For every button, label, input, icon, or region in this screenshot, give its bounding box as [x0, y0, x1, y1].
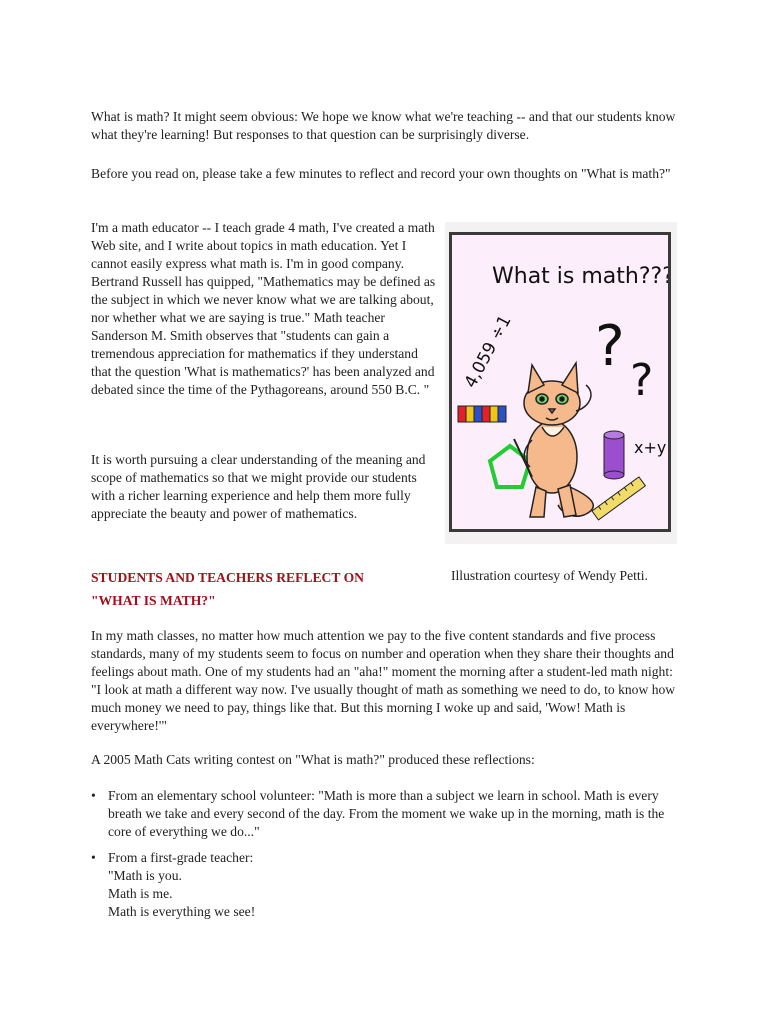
- bullet-marker: •: [91, 850, 96, 865]
- illustration-drawing: [452, 235, 668, 529]
- cylinder-icon: [604, 431, 624, 479]
- intro-paragraph: What is math? It might seem obvious: We hope we know what we're teaching -- and that our students know what they're learning! But responses to that question can be surprisingly diverse.: [91, 109, 676, 142]
- list-item-line: Math is everything we see!: [108, 904, 256, 919]
- reflections-list: [91, 787, 681, 929]
- thinking-cat-icon: [514, 363, 593, 517]
- contest-paragraph: A 2005 Math Cats writing contest on "What is math?" produced these reflections:: [91, 752, 535, 767]
- question-mark-small: ?: [630, 355, 654, 406]
- list-item-text: From an elementary school volunteer: "Math is more than a subject we learn in school. Math is every breath we take and every second of the day. From the moment we wake up in the morning, math is the core of everything we do...": [108, 788, 665, 839]
- section-heading-line1: STUDENTS AND TEACHERS REFLECT ON: [91, 570, 364, 585]
- ruler-icon: [592, 477, 645, 520]
- list-item: [91, 787, 681, 841]
- list-item: [91, 849, 681, 921]
- classroom-paragraph: In my math classes, no matter how much attention we pay to the five content standards and five process standards, many of my students seem to focus on number and operation when they share their thoughts and feelings about math. One of my students had an "aha!" moment the morning after a student-led math night: "I look at math a different way now. I've usually thought of math as something we need to do, to know how much money we need to pay, things like that. But this morning I woke up and said, 'Wow! Math is everywhere!'": [91, 628, 676, 733]
- educator-paragraph: I'm a math educator -- I teach grade 4 math, I've created a math Web site, and I write about topics in math education. Yet I cannot easily express what math is. I'm in good company. Bertrand Russell has quipped, "Mathematics may be defined as the subject in which we never know what we are talking about, nor whether what we are saying is true." Math teacher Sanderson M. Smith observes that "students can gain a tremendous appreciation for mathematics if they understand that the question 'What is mathematics?' has been analyzed and debated since the time of the Pythagoreans, around 550 B.C. ": [91, 220, 436, 397]
- illustration-expression: x+y: [634, 438, 667, 457]
- number-cubes-icon: [458, 406, 506, 422]
- list-item-line: Math is me.: [108, 886, 173, 901]
- illustration-caption: Illustration courtesy of Wendy Petti.: [451, 568, 648, 583]
- illustration-number: 4,059 ÷1: [460, 312, 516, 392]
- question-mark-large: ?: [595, 314, 625, 379]
- reflect-prompt-paragraph: Before you read on, please take a few minutes to reflect and record your own thoughts on "What is math?": [91, 166, 671, 181]
- list-item-line: "Math is you.: [108, 868, 182, 883]
- bullet-marker: •: [91, 788, 96, 803]
- section-heading: [91, 566, 421, 612]
- understanding-paragraph: It is worth pursuing a clear understanding of the meaning and scope of mathematics so that we might provide our students with a richer learning experience and help them more fully appreciate the beauty and power of mathematics.: [91, 452, 426, 521]
- what-is-math-illustration: [449, 232, 671, 532]
- illustration-title: What is math???: [492, 264, 668, 289]
- list-item-line: From a first-grade teacher:: [108, 850, 254, 865]
- illustration-frame: [445, 222, 677, 544]
- section-heading-line2: "WHAT IS MATH?": [91, 593, 216, 608]
